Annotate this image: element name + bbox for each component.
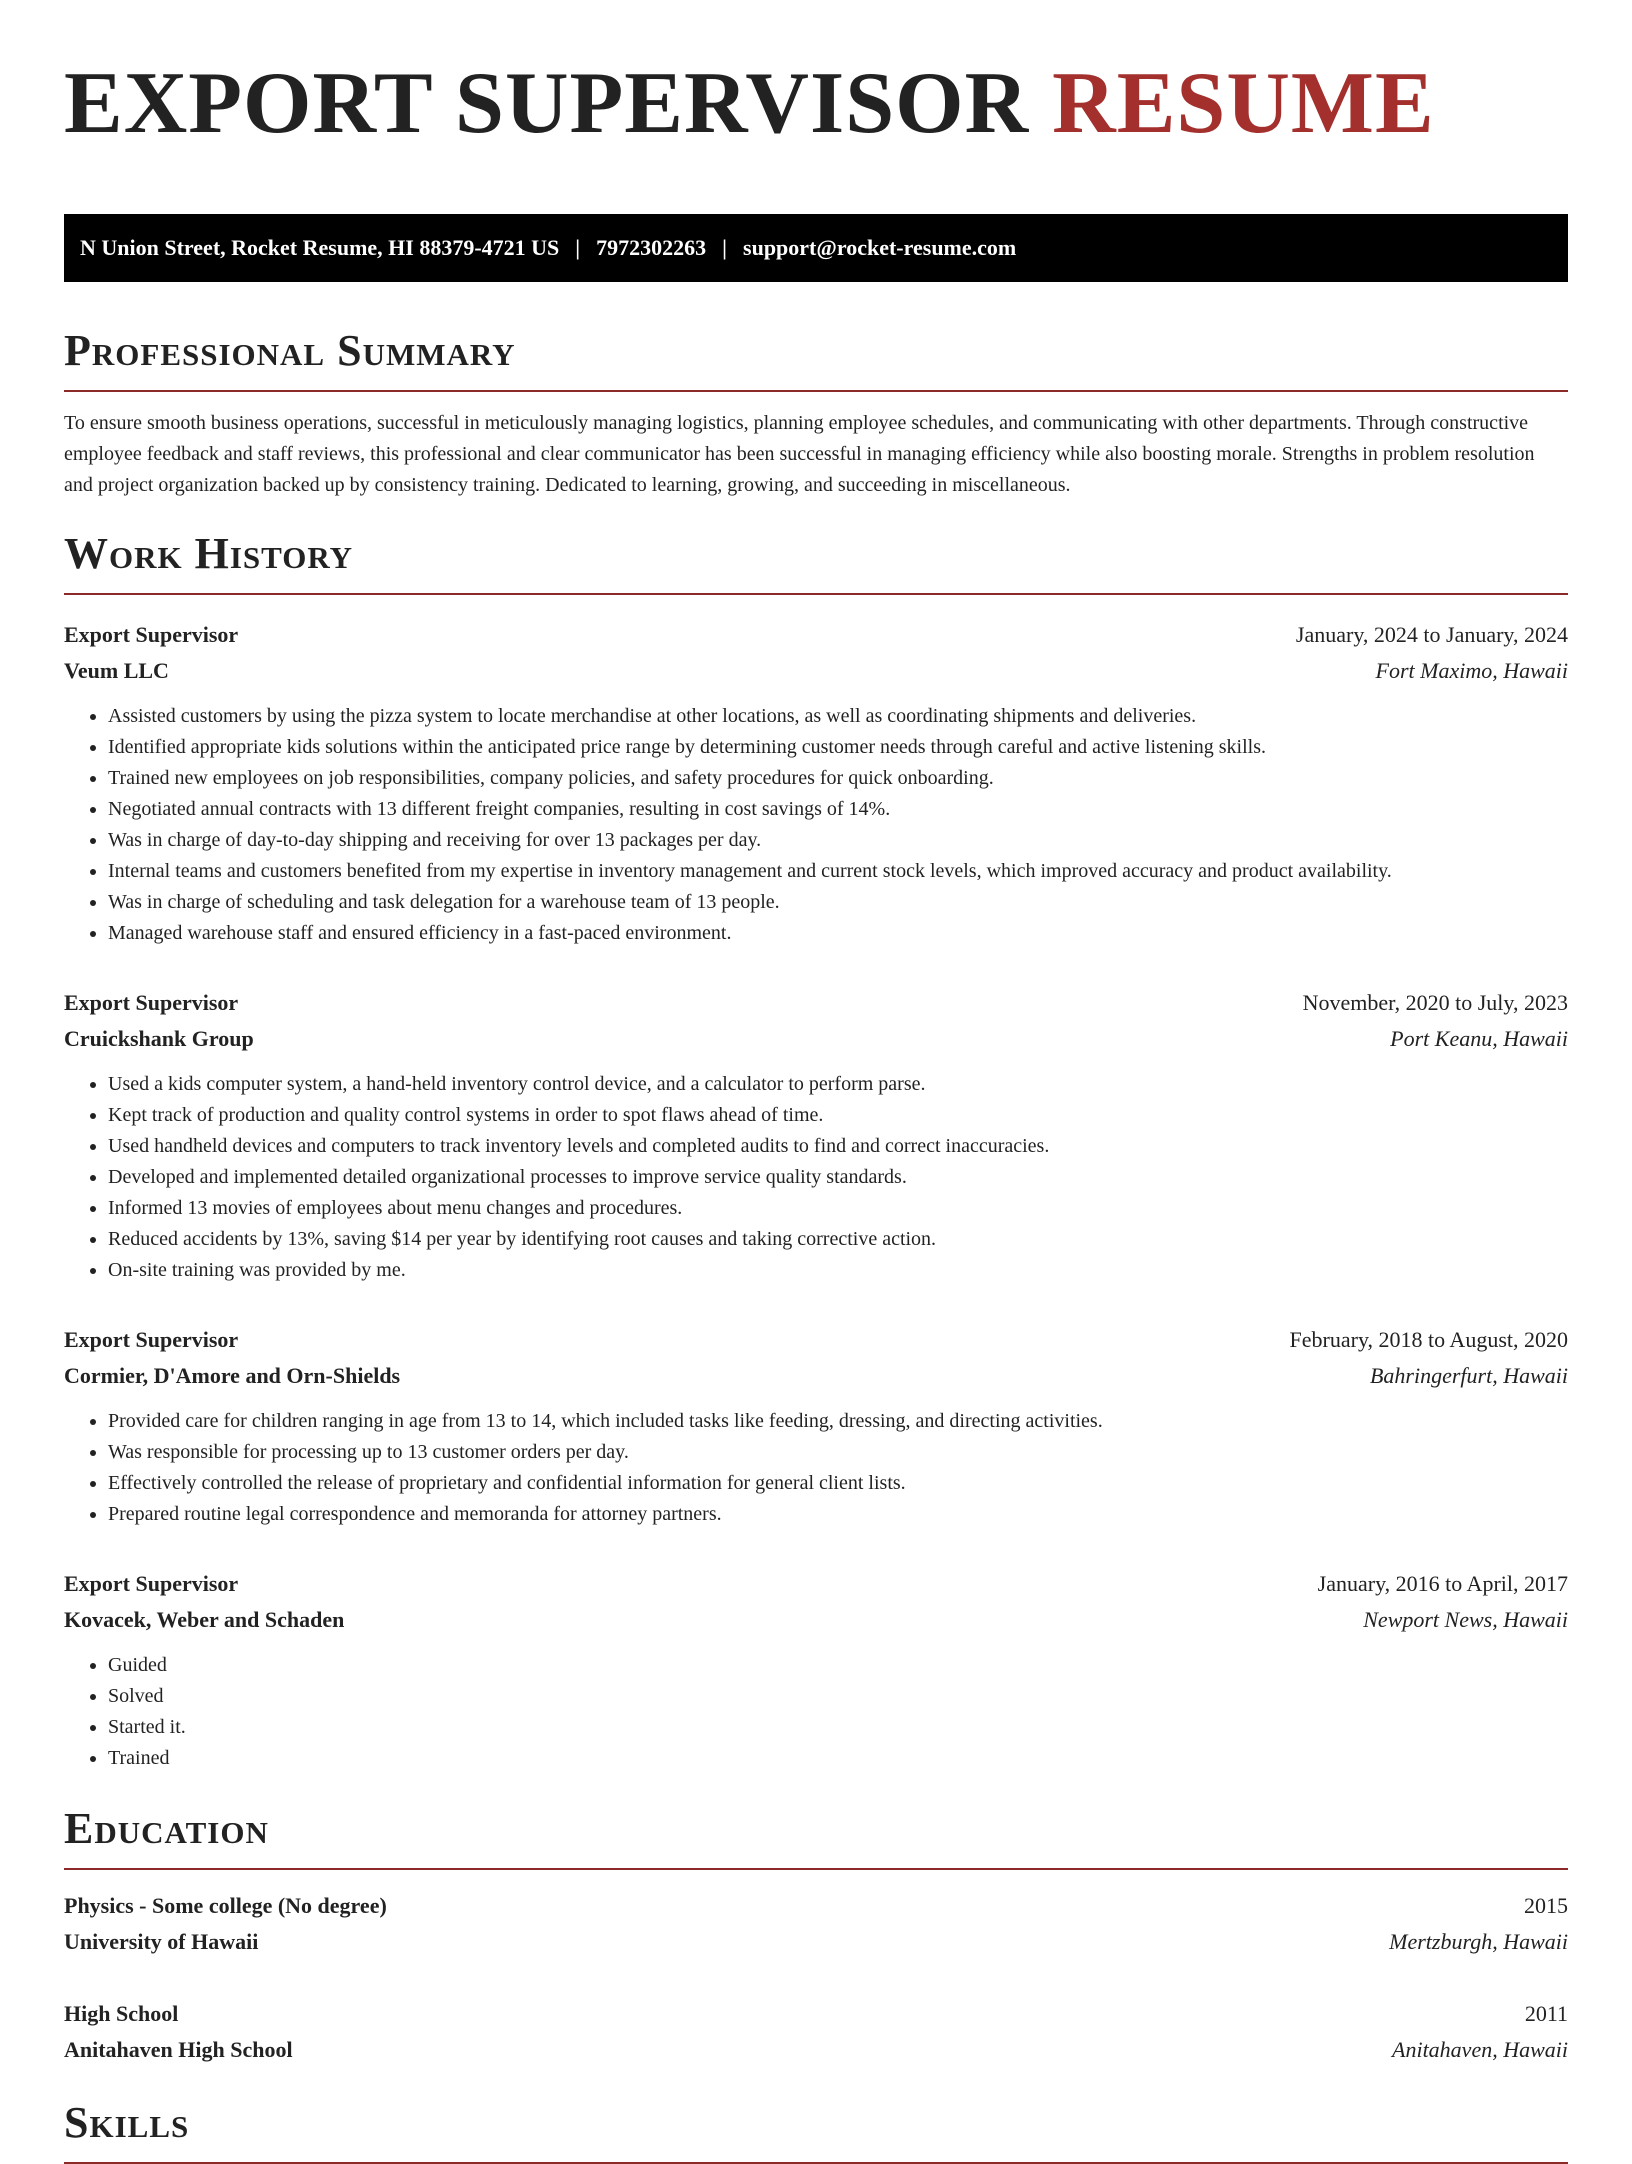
- job-company: Kovacek, Weber and Schaden: [64, 1607, 345, 1632]
- job-bullet: • Was in charge of scheduling and task delegation for a warehouse team of 13 people.: [108, 887, 1568, 918]
- job-dates: January, 2024 to January, 2024: [1295, 622, 1568, 647]
- contact-address: N Union Street, Rocket Resume, HI 88379-4721 US: [80, 235, 560, 260]
- education-school-row: [64, 1924, 1568, 1960]
- job-title: Export Supervisor: [64, 1327, 239, 1352]
- job-company: Cormier, D'Amore and Orn-Shields: [64, 1363, 401, 1388]
- job-bullet: • On-site training was provided by me.: [108, 1255, 1568, 1286]
- job-bullet: • Developed and implemented detailed organizational processes to improve service quality standards.: [108, 1162, 1568, 1193]
- education-school: Anitahaven High School: [64, 2037, 293, 2062]
- job-location: Newport News, Hawaii: [1363, 1607, 1568, 1632]
- education-header-row: [64, 1888, 1568, 1924]
- title-accent: RESUME: [1052, 55, 1435, 152]
- job-bullet: • Effectively controlled the release of proprietary and confidential information for general client lists.: [108, 1468, 1568, 1499]
- job-company-row: [64, 1358, 1568, 1394]
- job-company: Veum LLC: [64, 658, 169, 683]
- job-entry: [64, 985, 1568, 1286]
- job-company-row: [64, 653, 1568, 689]
- job-location: Port Keanu, Hawaii: [1390, 1026, 1568, 1051]
- contact-email: support@rocket-resume.com: [743, 235, 1017, 260]
- job-location: Bahringerfurt, Hawaii: [1369, 1363, 1568, 1388]
- job-bullet: • Provided care for children ranging in age from 13 to 14, which included tasks like feeding, dressing, and directing activities.: [108, 1406, 1568, 1437]
- job-dates: January, 2016 to April, 2017: [1317, 1571, 1568, 1596]
- job-bullet: • Negotiated annual contracts with 13 different freight companies, resulting in cost savings of 14%.: [108, 794, 1568, 825]
- job-bullet: • Guided: [108, 1650, 1568, 1681]
- section-heading-skills: Skills: [64, 2098, 1568, 2164]
- contact-separator: |: [722, 235, 728, 260]
- job-bullet: • Was in charge of day-to-day shipping and receiving for over 13 packages per day.: [108, 825, 1568, 856]
- title-main: EXPORT SUPERVISOR: [64, 55, 1030, 152]
- job-entry: [64, 1322, 1568, 1530]
- job-entry: [64, 1566, 1568, 1774]
- job-title: Export Supervisor: [64, 622, 239, 647]
- education-school: University of Hawaii: [64, 1929, 259, 1954]
- job-title: Export Supervisor: [64, 990, 239, 1015]
- job-dates: February, 2018 to August, 2020: [1289, 1327, 1568, 1352]
- job-bullet: • Used handheld devices and computers to track inventory levels and completed audits to find and correct inaccuracies.: [108, 1131, 1568, 1162]
- education-list: [64, 1888, 1568, 2068]
- job-bullet: • Trained: [108, 1743, 1568, 1774]
- job-bullet-list: [64, 1069, 1568, 1286]
- contact-separator: |: [575, 235, 581, 260]
- job-bullet: • Trained new employees on job responsibilities, company policies, and safety procedures for quick onboarding.: [108, 763, 1568, 794]
- education-year: 2011: [1524, 2001, 1568, 2026]
- education-degree: Physics - Some college (No degree): [64, 1893, 387, 1918]
- job-bullet: • Was responsible for processing up to 13 customer orders per day.: [108, 1437, 1568, 1468]
- work-history-list: [64, 617, 1568, 1774]
- education-school-row: [64, 2032, 1568, 2068]
- job-title: Export Supervisor: [64, 1571, 239, 1596]
- job-bullet: • Managed warehouse staff and ensured efficiency in a fast-paced environment.: [108, 918, 1568, 949]
- job-header-row: [64, 1566, 1568, 1602]
- job-bullet-list: [64, 1406, 1568, 1530]
- section-heading-work-history: Work History: [64, 529, 1568, 595]
- section-heading-education: Education: [64, 1804, 1568, 1870]
- job-dates: November, 2020 to July, 2023: [1302, 990, 1568, 1015]
- job-bullet: • Used a kids computer system, a hand-held inventory control device, and a calculator to perform parse.: [108, 1069, 1568, 1100]
- job-bullet: • Assisted customers by using the pizza system to locate merchandise at other locations, as well as coordinating shipments and deliveries.: [108, 701, 1568, 732]
- education-header-row: [64, 1996, 1568, 2032]
- job-header-row: [64, 617, 1568, 653]
- job-bullet: • Solved: [108, 1681, 1568, 1712]
- job-location: Fort Maximo, Hawaii: [1375, 658, 1568, 683]
- job-company-row: [64, 1602, 1568, 1638]
- education-entry: [64, 1996, 1568, 2068]
- resume-title: [64, 0, 1568, 176]
- job-bullet: • Kept track of production and quality control systems in order to spot flaws ahead of time.: [108, 1100, 1568, 1131]
- education-degree: High School: [64, 2001, 179, 2026]
- summary-text: To ensure smooth business operations, successful in meticulously managing logistics, planning employee schedules, and communicating with other departments. Through constructive employee feedback and staff reviews, this professional and clear communicator has been successful in managing efficiency while also boosting morale. Strengths in problem resolution and project organization backed up by consistency training. Dedicated to learning, growing, and succeeding in miscellaneous.: [64, 412, 1535, 496]
- job-header-row: [64, 985, 1568, 1021]
- education-location: Mertzburgh, Hawaii: [1389, 1929, 1568, 1954]
- contact-bar: [64, 214, 1568, 282]
- education-location: Anitahaven, Hawaii: [1392, 2037, 1568, 2062]
- job-bullet: • Reduced accidents by 13%, saving $14 per year by identifying root causes and taking corrective action.: [108, 1224, 1568, 1255]
- section-heading-summary: Professional Summary: [64, 326, 1568, 392]
- job-bullet: • Informed 13 movies of employees about menu changes and procedures.: [108, 1193, 1568, 1224]
- job-bullet: • Identified appropriate kids solutions within the anticipated price range by determining customer needs through careful and active listening skills.: [108, 732, 1568, 763]
- job-bullet: • Internal teams and customers benefited from my expertise in inventory management and current stock levels, which improved accuracy and product availability.: [108, 856, 1568, 887]
- education-entry: [64, 1888, 1568, 1960]
- job-header-row: [64, 1322, 1568, 1358]
- job-company-row: [64, 1021, 1568, 1057]
- contact-phone: 7972302263: [596, 235, 707, 260]
- job-bullet-list: [64, 1650, 1568, 1774]
- job-bullet-list: [64, 701, 1568, 949]
- education-year: 2015: [1524, 1893, 1568, 1918]
- job-bullet: • Prepared routine legal correspondence and memoranda for attorney partners.: [108, 1499, 1568, 1530]
- job-entry: [64, 617, 1568, 949]
- job-company: Cruickshank Group: [64, 1026, 254, 1051]
- job-bullet: • Started it.: [108, 1712, 1568, 1743]
